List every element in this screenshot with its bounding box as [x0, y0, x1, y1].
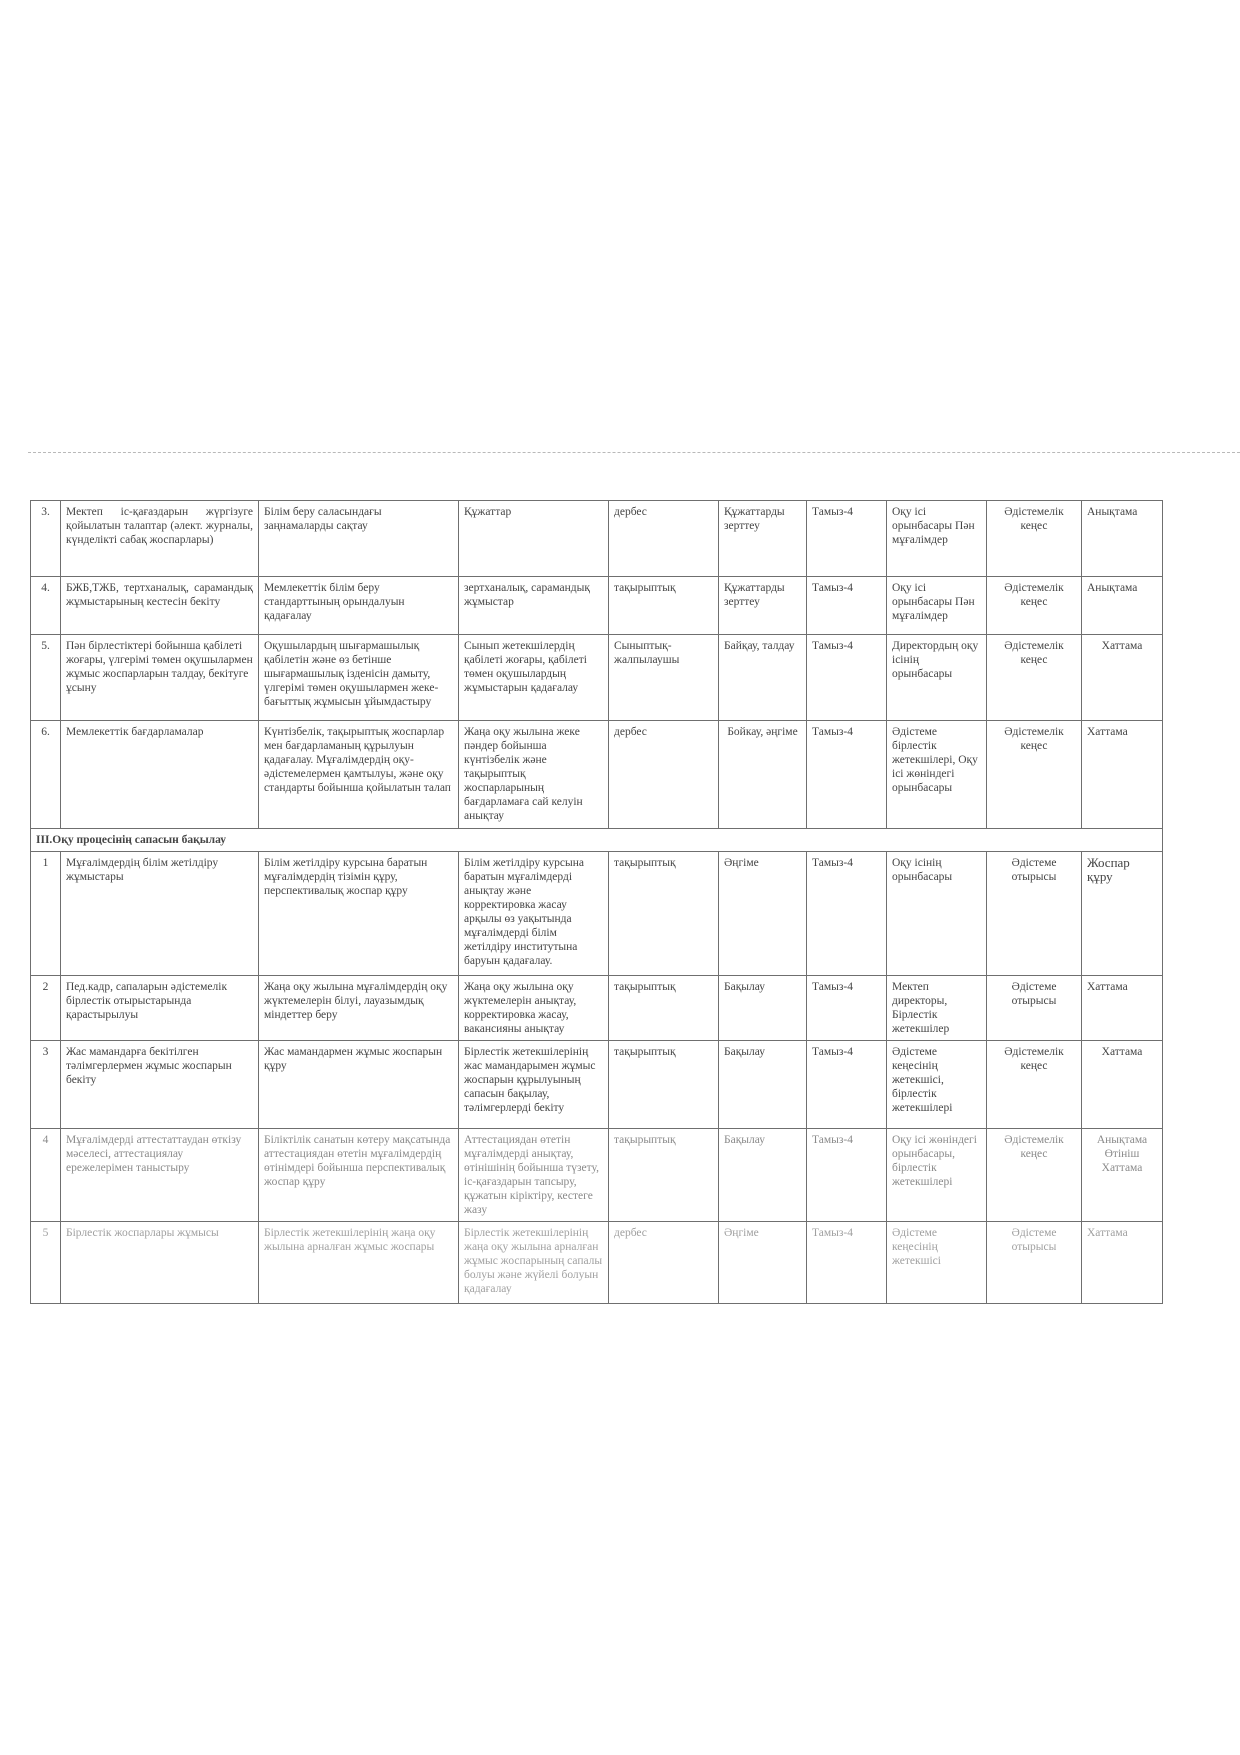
cell-responsible: Әдістеме кеңесінің жетекшісі, бірлестік жетекшілері — [887, 1041, 987, 1129]
cell-object: Жаңа оқу жылына жеке пәндер бойынша күнтізбелік және тақырыптық жоспарларының бағдарламаға сай келуін анықтау — [459, 721, 609, 829]
cell-topic: Бірлестік жоспарлары жұмысы — [61, 1222, 259, 1304]
cell-review: Әдістеме отырысы — [987, 1222, 1082, 1304]
cell-review: Әдістеме отырысы — [987, 976, 1082, 1041]
cell-goal: Білім жетілдіру курсына баратын мұғалімдердің тізімін құру, перспективалық жоспар құру — [259, 852, 459, 976]
table-row — [31, 1129, 1163, 1222]
cell-responsible: Оқу ісі орынбасары Пән мұғалімдер — [887, 501, 987, 577]
row-number: 4. — [31, 577, 61, 635]
cell-method: Бақылау — [719, 1041, 807, 1129]
row-number: 6. — [31, 721, 61, 829]
cell-result: Хаттама — [1082, 1041, 1163, 1129]
cell-kind: тақырыптық — [609, 1041, 719, 1129]
cell-responsible: Оқу ісі орынбасары Пән мұғалімдер — [887, 577, 987, 635]
cell-goal: Білім беру саласындағы заңнамаларды сақтау — [259, 501, 459, 577]
cell-method: Құжаттарды зерттеу — [719, 501, 807, 577]
cell-topic: Пед.кадр, сапаларын әдістемелік бірлестік отырыстарында қарастырылуы — [61, 976, 259, 1041]
cell-result: Анықтама Өтініш Хаттама — [1082, 1129, 1163, 1222]
page-edge-rule — [28, 452, 1240, 453]
cell-method: Әңгіме — [719, 1222, 807, 1304]
cell-date: Тамыз-4 — [807, 1222, 887, 1304]
cell-result: Хаттама — [1082, 721, 1163, 829]
cell-kind: тақырыптық — [609, 976, 719, 1041]
cell-method: Бақылау — [719, 976, 807, 1041]
cell-review: Әдістемелік кеңес — [987, 635, 1082, 721]
cell-object: Сынып жетекшілердің қабілеті жоғары, қабілеті төмен оқушылардың жұмыстарын қадағалау — [459, 635, 609, 721]
section-heading: ІІІ.Оқу процесінің сапасын бақылау — [31, 829, 1163, 852]
cell-responsible: Оқу ісі жөніндегі орынбасары, бірлестік жетекшілері — [887, 1129, 987, 1222]
cell-result: Хаттама — [1082, 1222, 1163, 1304]
cell-responsible: Әдістеме бірлестік жетекшілері, Оқу ісі жөніндегі орынбасары — [887, 721, 987, 829]
cell-review: Әдістеме отырысы — [987, 852, 1082, 976]
cell-goal: Күнтізбелік, тақырыптық жоспарлар мен бағдарламаның құрылуын қадағалау. Мұғалімдердің оқу-әдістемелермен қамтылуы, және оқу стандарты бойынша қойылатын талап — [259, 721, 459, 829]
cell-date: Тамыз-4 — [807, 635, 887, 721]
row-number: 5 — [31, 1222, 61, 1304]
cell-topic: Мұғалімдердің білім жетілдіру жұмыстары — [61, 852, 259, 976]
row-number: 2 — [31, 976, 61, 1041]
cell-goal: Біліктілік санатын көтеру мақсатында аттестациядан өтетін мұғалімдердің өтінімдері бойынша перспективалық жоспар құру — [259, 1129, 459, 1222]
cell-kind: дербес — [609, 721, 719, 829]
cell-method: Құжаттарды зерттеу — [719, 577, 807, 635]
control-plan-table — [30, 500, 1163, 1304]
cell-result: Хаттама — [1082, 976, 1163, 1041]
table-row — [31, 635, 1163, 721]
cell-date: Тамыз-4 — [807, 976, 887, 1041]
cell-topic: Мемлекеттік бағдарламалар — [61, 721, 259, 829]
cell-object: Құжаттар — [459, 501, 609, 577]
cell-result: Анықтама — [1082, 501, 1163, 577]
cell-method: Байқау, талдау — [719, 635, 807, 721]
cell-topic: Пән бірлестіктері бойынша қабілеті жоғары, үлгерімі төмен оқушылармен жұмыс жоспарларын талдау, бекітуге ұсыну — [61, 635, 259, 721]
cell-object: Жаңа оқу жылына оқу жүктемелерін анықтау, корректировка жасау, вакансияны анықтау — [459, 976, 609, 1041]
cell-responsible: Әдістеме кеңесінің жетекшісі — [887, 1222, 987, 1304]
cell-date: Тамыз-4 — [807, 1041, 887, 1129]
cell-method: Бойкау, әңгіме — [719, 721, 807, 829]
table-row — [31, 1041, 1163, 1129]
cell-result: Жоспар құру — [1082, 852, 1163, 976]
row-number: 3. — [31, 501, 61, 577]
cell-responsible: Мектеп директоры, Бірлестік жетекшілер — [887, 976, 987, 1041]
table-row — [31, 852, 1163, 976]
cell-topic: Мұғалімдерді аттестаттаудан өткізу мәселесі, аттестациялау ережелерімен таныстыру — [61, 1129, 259, 1222]
cell-object: Бірлестік жетекшілерінің жас мамандарымен жұмыс жоспарын құрылуының сапасын бақылау, тәлімгерлерді бекіту — [459, 1041, 609, 1129]
cell-kind: тақырыптық — [609, 852, 719, 976]
row-number: 1 — [31, 852, 61, 976]
cell-object: Білім жетілдіру курсына баратын мұғалімдерді анықтау және корректировка жасау арқылы өз уақытында мұғалімдерді білім жетілдіру институтына баруын қадағалау. — [459, 852, 609, 976]
cell-goal: Жас мамандармен жұмыс жоспарын құру — [259, 1041, 459, 1129]
cell-goal: Жаңа оқу жылына мұғалімдердің оқу жүктемелерін білуі, лауазымдық міндеттер беру — [259, 976, 459, 1041]
section-heading-row — [31, 829, 1163, 852]
cell-review: Әдістемелік кеңес — [987, 577, 1082, 635]
cell-date: Тамыз-4 — [807, 852, 887, 976]
row-number: 5. — [31, 635, 61, 721]
cell-result: Анықтама — [1082, 577, 1163, 635]
cell-object: Аттестациядан өтетін мұғалімдерді анықтау, өтінішінің бойынша түзету, іс-қағаздарын тапсыру, құжатын кіріктіру, кестеге жазу — [459, 1129, 609, 1222]
table-row — [31, 577, 1163, 635]
cell-result: Хаттама — [1082, 635, 1163, 721]
cell-date: Тамыз-4 — [807, 501, 887, 577]
cell-goal: Бірлестік жетекшілерінің жаңа оқу жылына арналған жұмыс жоспары — [259, 1222, 459, 1304]
cell-review: Әдістемелік кеңес — [987, 721, 1082, 829]
cell-topic: Жас мамандарға бекітілген тәлімгерлермен жұмыс жоспарын бекіту — [61, 1041, 259, 1129]
cell-method: Әңгіме — [719, 852, 807, 976]
cell-date: Тамыз-4 — [807, 577, 887, 635]
cell-responsible: Оқу ісінің орынбасары — [887, 852, 987, 976]
cell-kind: Сыныптық-жалпылаушы — [609, 635, 719, 721]
cell-review: Әдістемелік кеңес — [987, 1129, 1082, 1222]
cell-object: Бірлестік жетекшілерінің жаңа оқу жылына арналған жұмыс жоспарының сапалы болуы және жүйелі болуын қадағалау — [459, 1222, 609, 1304]
row-number: 4 — [31, 1129, 61, 1222]
table-row — [31, 1222, 1163, 1304]
cell-kind: тақырыптық — [609, 1129, 719, 1222]
cell-kind: дербес — [609, 501, 719, 577]
table-row — [31, 501, 1163, 577]
cell-kind: дербес — [609, 1222, 719, 1304]
row-number: 3 — [31, 1041, 61, 1129]
cell-date: Тамыз-4 — [807, 1129, 887, 1222]
cell-goal: Оқушылардың шығармашылық қабілетін және өз бетінше шығармашылық ізденісін дамыту, үлгерімі төмен оқушылармен жеке-бағыттық жұмысын ұйымдастыру — [259, 635, 459, 721]
cell-method: Бақылау — [719, 1129, 807, 1222]
cell-responsible: Директордың оқу ісінің орынбасары — [887, 635, 987, 721]
cell-topic: Мектеп іс-қағаздарын жүргізуге қойылатын талаптар (әлект. журналы, күнделікті сабақ жоспарлары) — [61, 501, 259, 577]
cell-review: Әдістемелік кеңес — [987, 1041, 1082, 1129]
table-row — [31, 721, 1163, 829]
cell-date: Тамыз-4 — [807, 721, 887, 829]
cell-object: зертханалық, сарамандық жұмыстар — [459, 577, 609, 635]
cell-goal: Мемлекеттік білім беру стандарттының орындалуын қадағалау — [259, 577, 459, 635]
cell-review: Әдістемелік кеңес — [987, 501, 1082, 577]
table-row — [31, 976, 1163, 1041]
cell-topic: БЖБ,ТЖБ, тертханалық, сарамандық жұмыстарының кестесін бекіту — [61, 577, 259, 635]
cell-kind: тақырыптық — [609, 577, 719, 635]
